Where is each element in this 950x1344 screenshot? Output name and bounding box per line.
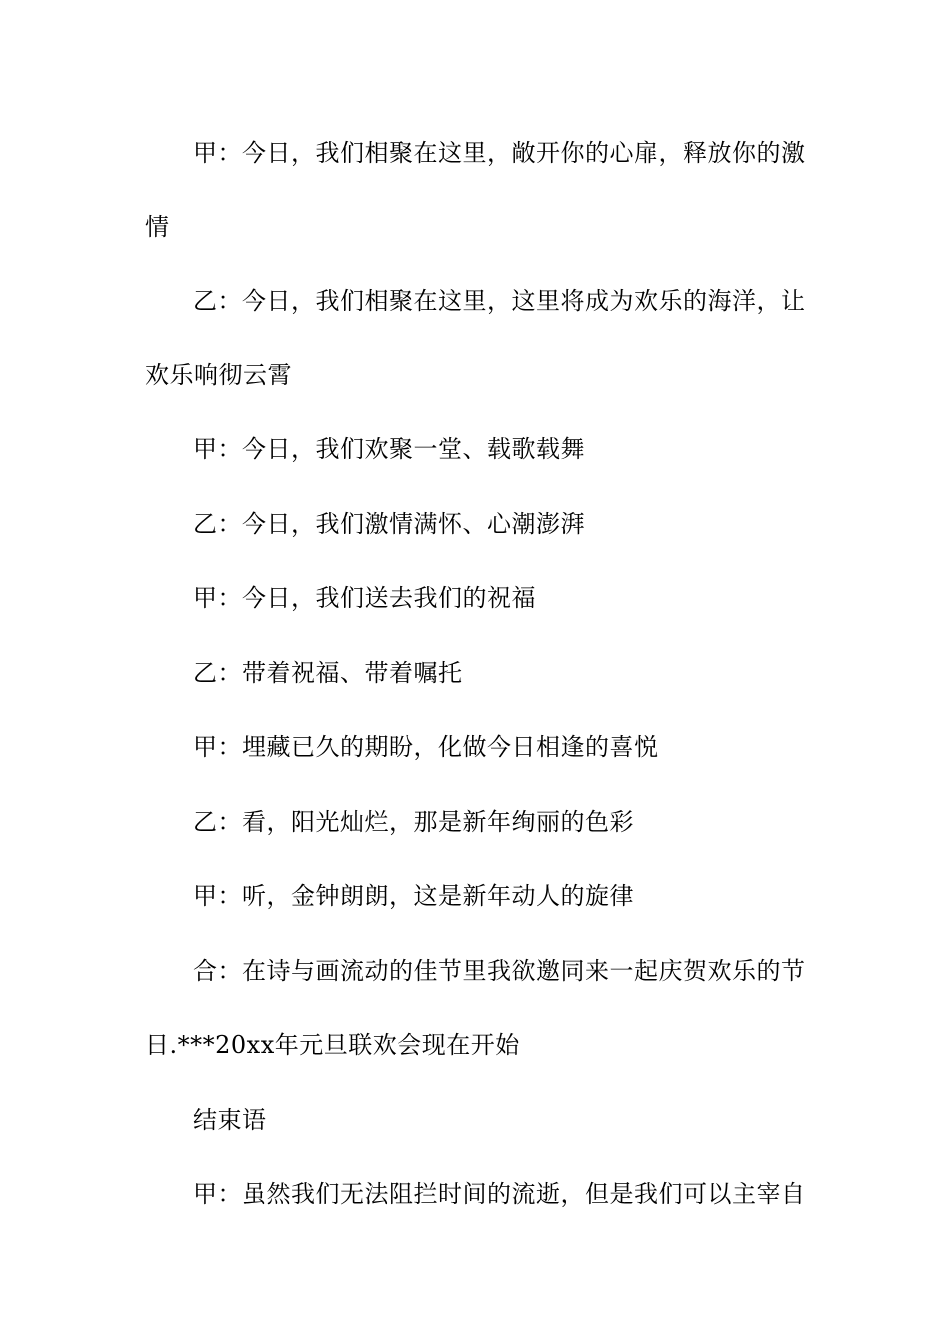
paragraph-line: 甲：听，金钟朗朗，这是新年动人的旋律 — [193, 882, 634, 910]
paragraph-line: 甲：今日，我们欢聚一堂、载歌载舞 — [193, 435, 585, 463]
paragraph-line: 乙：今日，我们相聚在这里，这里将成为欢乐的海洋，让 — [193, 287, 806, 315]
section-heading: 结束语 — [193, 1106, 267, 1134]
paragraph-line: 欢乐响彻云霄 — [145, 361, 292, 389]
paragraph-line: 甲：虽然我们无法阻拦时间的流逝，但是我们可以主宰自 — [193, 1180, 806, 1208]
paragraph-line: 合：在诗与画流动的佳节里我欲邀同来一起庆贺欢乐的节 — [193, 957, 806, 985]
paragraph-line: 乙：带着祝福、带着嘱托 — [193, 659, 463, 687]
paragraph-line: 乙：看，阳光灿烂，那是新年绚丽的色彩 — [193, 808, 634, 836]
paragraph-line: 甲：今日，我们相聚在这里，敞开你的心扉，释放你的激 — [193, 139, 806, 167]
paragraph-line: 甲：埋藏已久的期盼，化做今日相逢的喜悦 — [193, 733, 659, 761]
paragraph-line: 甲：今日，我们送去我们的祝福 — [193, 584, 536, 612]
paragraph-line: 情 — [145, 213, 170, 241]
paragraph-line: 日.***20xx年元旦联欢会现在开始 — [145, 1031, 520, 1059]
paragraph-line: 乙：今日，我们激情满怀、心潮澎湃 — [193, 510, 585, 538]
